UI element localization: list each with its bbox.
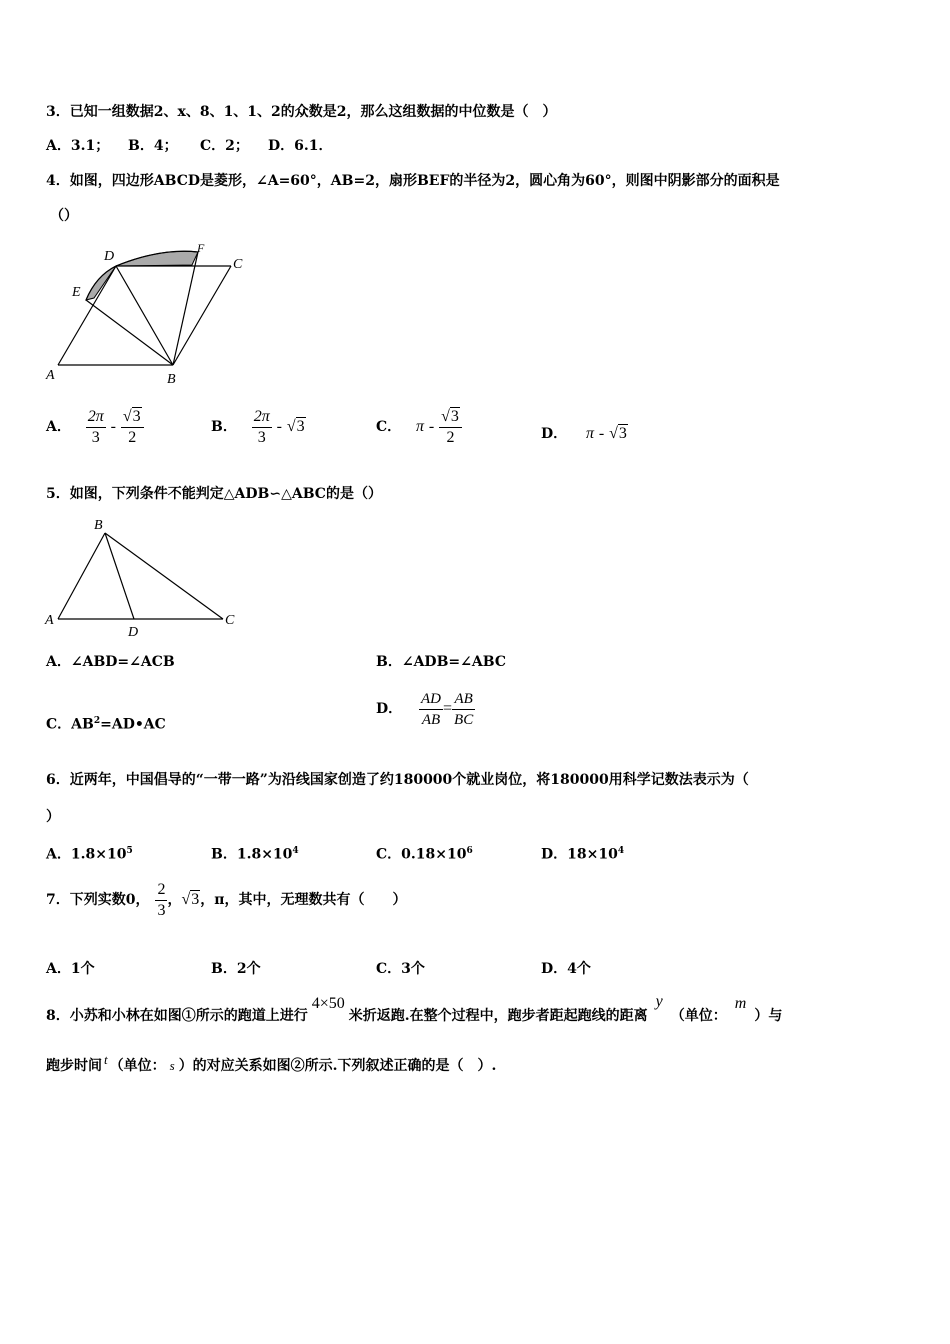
q4-option-c: C． π - $\frac{√3}{2}$ <box>376 403 462 451</box>
q7-option-d: D．4个 <box>541 961 591 977</box>
q4-label-b: B <box>167 372 176 387</box>
q4-label-e: E <box>72 285 81 300</box>
q5-line-ab <box>58 533 105 619</box>
q3-option-a: A．3.1； <box>46 138 110 154</box>
q6-option-c: C．$0.18\times 10^6$ <box>376 846 473 863</box>
q4-option-b: B． $\frac{2\pi}{3}$ - √3 <box>211 407 305 446</box>
q3-option-d: D．6.1． <box>268 138 333 154</box>
q5-label-c: C <box>225 613 235 628</box>
q4-line-bf <box>173 252 198 365</box>
q5-triangle-figure <box>40 512 250 642</box>
q5-line-bd <box>105 533 134 619</box>
q4-option-a: A． $\frac{2\pi}{3}$ - $\frac{√3}{2}$ <box>46 403 144 451</box>
q5-option-b: B．∠ADB=∠ABC <box>376 654 506 670</box>
q6-stem-line2: ） <box>46 809 60 825</box>
q4-label-c: C <box>233 257 243 272</box>
q5-label-d: D <box>128 625 139 640</box>
q5-label-a: A <box>45 613 54 628</box>
q8-line2: 跑步时间 t （单位： s ）的对应关系如图②所示.下列叙述正确的是（ ）. <box>46 1052 497 1074</box>
q3-option-c: C．2； <box>200 138 249 154</box>
q8-line1: 8．小苏和小林在如图①所示的跑道上进行4×50米折返跑.在整个过程中，跑步者距起跑线的距离y（单位：m）与 <box>46 993 783 1024</box>
q4-line-be <box>86 300 173 365</box>
q5-option-c: C．$AB^2=AD•AC$ <box>46 716 166 733</box>
q4-stem-line2: （） <box>50 208 78 224</box>
q4-option-d: D． π - √3 <box>541 425 627 442</box>
q4-shaded-region-left <box>86 266 116 300</box>
q4-label-f: F <box>197 241 205 255</box>
q4-stem-line1: 4．如图，四边形ABCD是菱形，∠A=60°，AB=2，扇形BEF的半径为2，圆心角为60°，则图中阴影部分的面积是 <box>46 173 780 189</box>
q7-option-c: C．3个 <box>376 961 425 977</box>
q4-a-frac-num: 2π <box>86 407 106 428</box>
q5-option-d: D． $\frac{AD}{AB}$ = $\frac{AB}{BC}$ <box>376 690 474 728</box>
q4-label-a: A <box>46 368 55 383</box>
q5-stem: 5．如图，下列条件不能判定△ADB∽△ABC的是（） <box>46 486 382 502</box>
q5-label-b: B <box>94 518 103 533</box>
q5-line-bc <box>105 533 223 619</box>
q6-option-d: D．$18\times 10^4$ <box>541 846 625 863</box>
q6-option-b: B．$1.8\times 10^4$ <box>211 846 299 863</box>
q5-option-a: A．∠ABD=∠ACB <box>46 654 175 670</box>
q3-stem: 3．已知一组数据2、x、8、1、1、2的众数是2，那么这组数据的中位数是（ ） <box>46 104 557 120</box>
q4-line-bc <box>173 266 231 365</box>
q4-label-d: D <box>104 249 115 264</box>
q7-stem: 7．下列实数0， $\frac{2}{3}$ ，√3，π，其中，无理数共有（ ） <box>46 880 407 919</box>
q7-option-a: A．1个 <box>46 961 95 977</box>
q3-option-b: B．4； <box>128 138 178 154</box>
q6-option-a: A．$1.8\times 10^5$ <box>46 846 133 863</box>
q4-rhombus-figure <box>40 238 260 388</box>
q7-option-b: B．2个 <box>211 961 261 977</box>
q6-stem-line1: 6．近两年，中国倡导的“一带一路”为沿线国家创造了约180000个就业岗位，将180000用科学记数法表示为（ <box>46 772 749 788</box>
q4-line-bd <box>116 266 173 365</box>
